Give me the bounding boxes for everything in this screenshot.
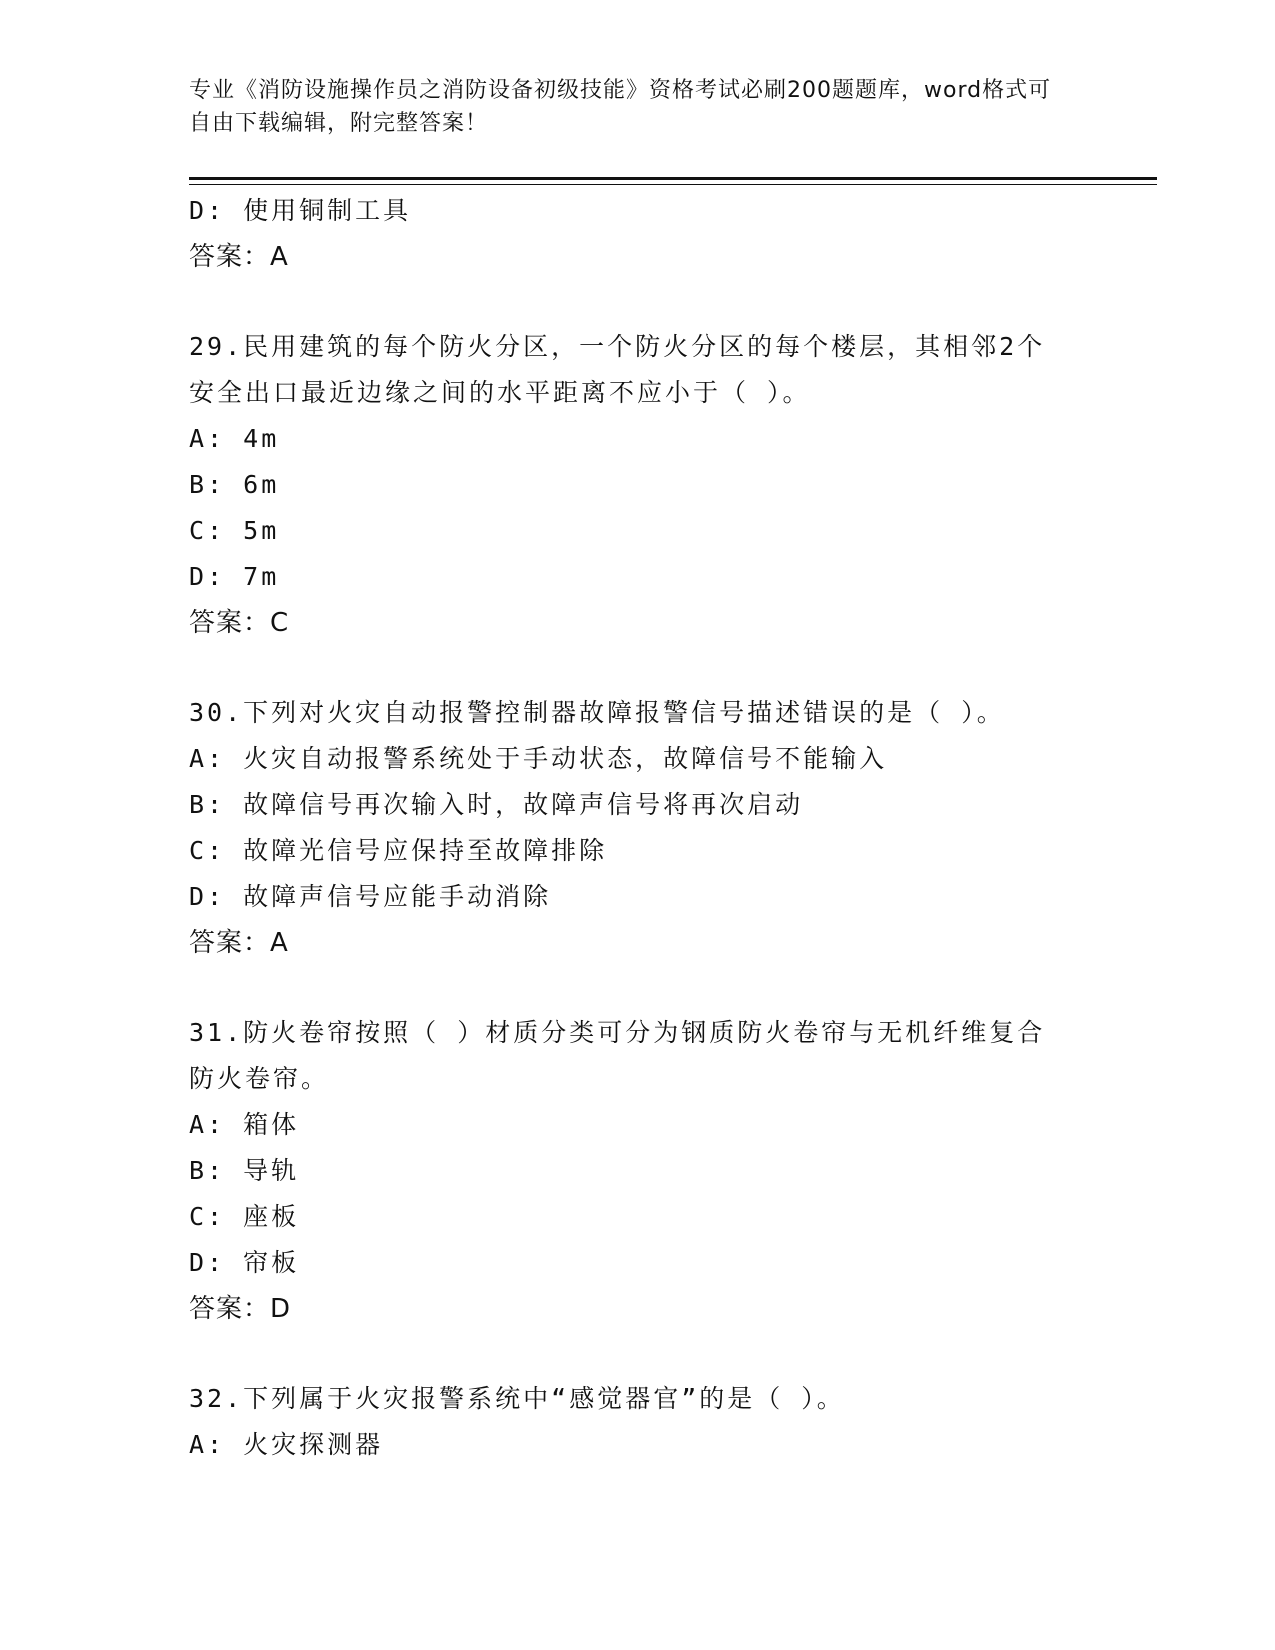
option-a: A: 火灾自动报警系统处于手动状态，故障信号不能输入 — [189, 744, 888, 773]
question-32 — [189, 1376, 1089, 1468]
question-31 — [189, 1010, 1089, 1332]
question-stem-line: 30.下列对火灾自动报警控制器故障报警信号描述错误的是（ ）。 — [189, 698, 1005, 727]
option-c: C: 5m — [189, 516, 280, 545]
option-c: C: 座板 — [189, 1202, 300, 1231]
option-c: C: 故障光信号应保持至故障排除 — [189, 836, 608, 865]
prev-option-d: D: 使用铜制工具 — [189, 196, 412, 225]
question-stem-line: 防火卷帘。 — [189, 1064, 330, 1093]
option-b: B: 6m — [189, 470, 280, 499]
header-divider-thick — [189, 177, 1157, 180]
question-stem-line: 29.民用建筑的每个防火分区，一个防火分区的每个楼层，其相邻2个 — [189, 332, 1046, 361]
option-a: A: 箱体 — [189, 1110, 300, 1139]
question-30 — [189, 690, 1089, 966]
spacer — [189, 966, 1089, 1010]
question-stem-line: 安全出口最近边缘之间的水平距离不应小于（ ）。 — [189, 378, 811, 407]
spacer — [189, 1332, 1089, 1376]
question-stem-line: 31.防火卷帘按照（ ）材质分类可分为钢质防火卷帘与无机纤维复合 — [189, 1018, 1046, 1047]
answer: 答案：A — [189, 928, 289, 958]
prev-answer: 答案：A — [189, 242, 289, 272]
question-stem-line: 32.下列属于火灾报警系统中“感觉器官”的是（ ）。 — [189, 1384, 845, 1413]
option-b: B: 导轨 — [189, 1156, 300, 1185]
header-divider-thin — [189, 184, 1157, 185]
option-a: A: 火灾探测器 — [189, 1430, 384, 1459]
question-content — [189, 188, 1089, 1468]
option-a: A: 4m — [189, 424, 280, 453]
option-b: B: 故障信号再次输入时，故障声信号将再次启动 — [189, 790, 804, 819]
answer: 答案：C — [189, 608, 290, 638]
spacer — [189, 280, 1089, 324]
option-d: D: 7m — [189, 562, 280, 591]
spacer — [189, 646, 1089, 690]
question-29 — [189, 324, 1089, 646]
answer: 答案：D — [189, 1294, 292, 1324]
option-d: D: 故障声信号应能手动消除 — [189, 882, 552, 911]
option-d: D: 帘板 — [189, 1248, 300, 1277]
document-header: 专业《消防设施操作员之消防设备初级技能》资格考试必刷200题题库，word格式可自由下载编辑，附完整答案！ — [189, 78, 1052, 136]
